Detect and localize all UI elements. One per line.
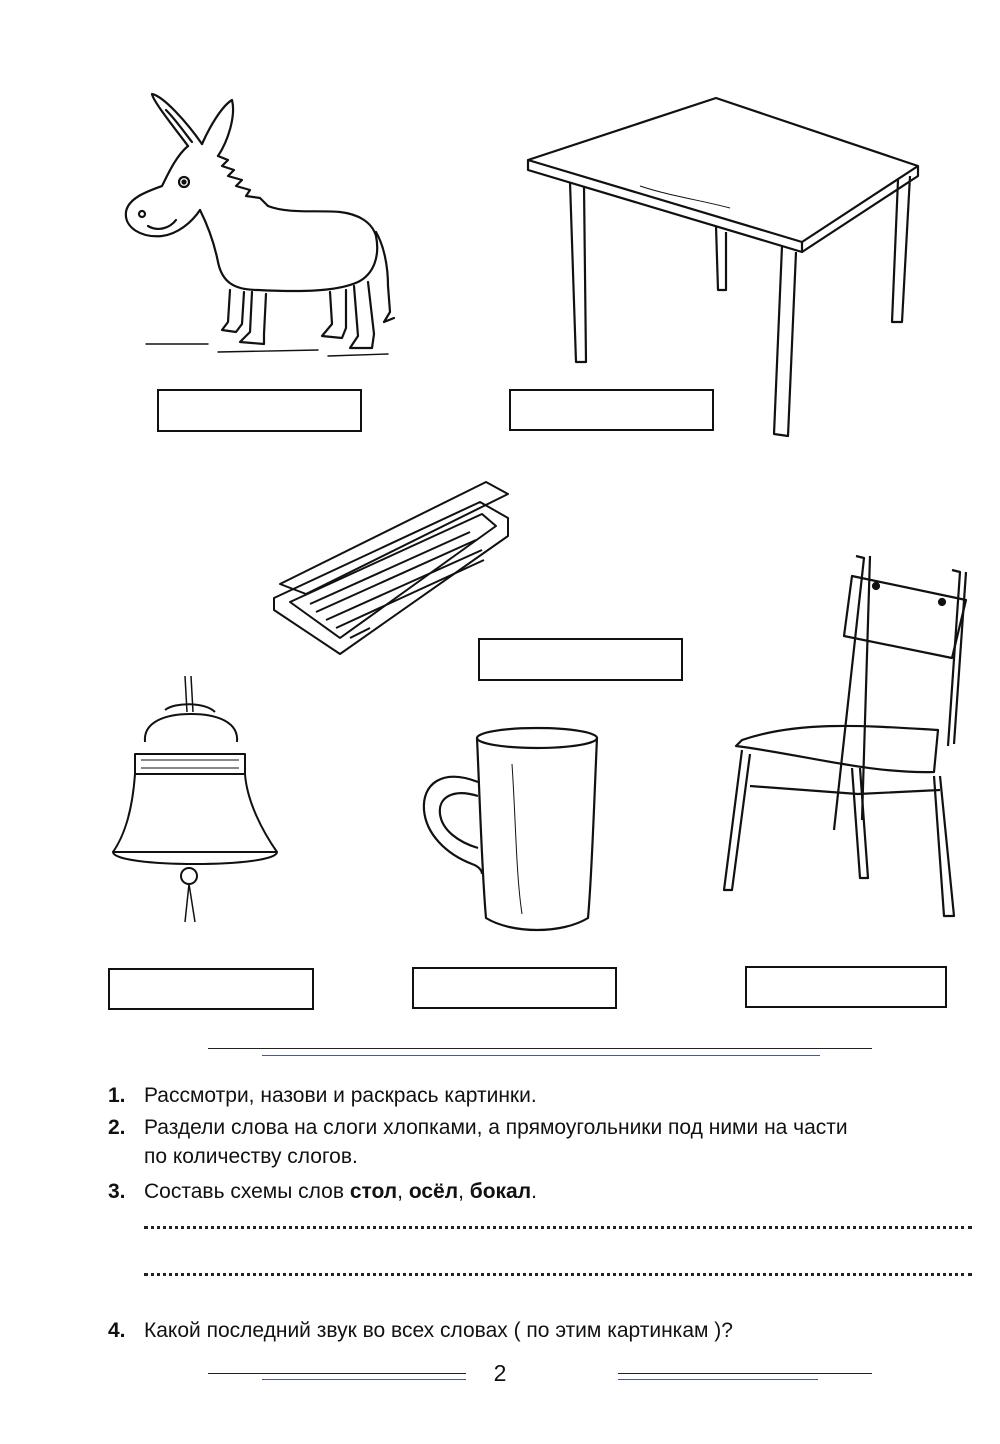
answer-box-mug[interactable] [412,967,617,1009]
word-osyol: осёл [408,1180,459,1203]
task-3 [108,1178,537,1206]
donkey-picture [118,86,408,366]
task-text: Составь схемы слов [144,1180,350,1203]
task-1 [108,1082,537,1110]
answer-box-pencil-case[interactable] [478,638,683,681]
task-number: 1. [108,1084,126,1107]
answer-line-1[interactable] [144,1226,972,1229]
bell-picture [105,672,285,932]
task-text: Рассмотри, назови и раскрась картинки. [144,1084,537,1107]
separator-line [208,1048,872,1049]
task-2 [108,1114,848,1142]
pencil-case-picture [270,478,515,658]
separator-line-accent [262,1055,820,1056]
chair-picture [720,550,970,945]
word-bokal: бокал [469,1180,532,1203]
task-2-continuation: по количеству слогов. [144,1145,358,1168]
answer-box-donkey[interactable] [157,389,362,432]
task-number: 3. [108,1180,126,1203]
task-number: 2. [108,1116,126,1139]
answer-box-table[interactable] [509,389,714,431]
answer-line-2[interactable] [144,1273,972,1276]
answer-box-chair[interactable] [745,966,947,1008]
mug-picture [412,724,612,939]
page-number: 2 [493,1360,507,1386]
word-separator: , [397,1180,409,1203]
word-separator: , [458,1180,470,1203]
task-4 [108,1317,733,1345]
task-text-end: . [531,1180,537,1203]
task-text: Какой последний звук во всех словах ( по этим картинкам )? [144,1319,733,1342]
task-text: Раздели слова на слоги хлопками, а прямоугольники под ними на части [144,1116,848,1139]
task-number: 4. [108,1319,126,1342]
answer-box-bell[interactable] [108,968,314,1010]
word-stol: стол [349,1180,398,1203]
